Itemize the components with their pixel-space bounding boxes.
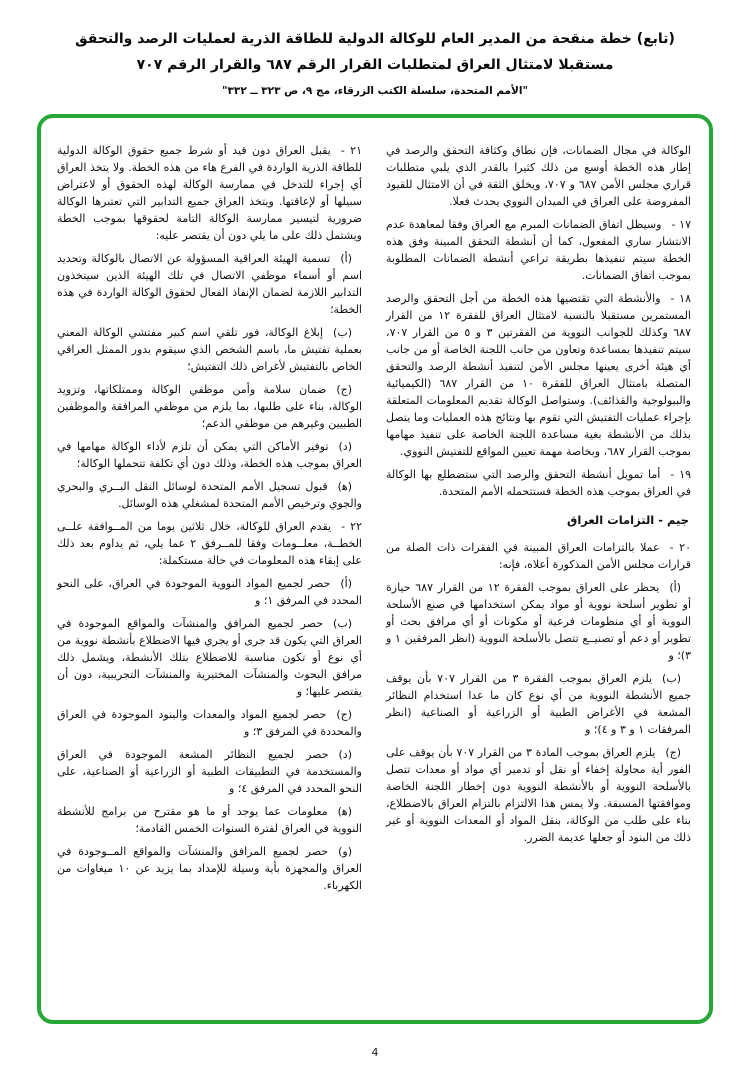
green-border-frame [37,114,713,1024]
paragraph [57,518,362,569]
paragraph-text: يحظر على العراق بموجب الفقرة ١٢ من القرار ٦٨٧ حيازة أو تطوير أسلحة نووية أو مواد يمكن استخدامها في صنع الأسلحة النووية أو أي منظومات فرعية أو مكونات أو أي مرافق بحث أو تطوير أو دعم أو تصنيــع تتصل بالأسلحة النووية (انظر المرفقين ١ و ٣)؛ و [386,581,691,662]
item-label: (ج) [665,746,681,759]
paragraph-number: ٢١ - [340,144,362,157]
paragraph-text: قبول تسجيل الأمم المتحدة لوسائل النقل البــري والبحري والجوي وترخيص الأمم المتحدة لمشغلي هذه الوسائل. [57,480,362,510]
title-line-2: مستقبلا لامتثال العراق لمتطلبات القرار الرقم ٦٨٧ والقرار الرقم ٧٠٧ [136,57,614,73]
item-label: (ج) [336,383,352,396]
section-heading: جيم - التزامات العراق [567,513,689,527]
paragraph-text: أما تمويل أنشطة التحقق والرصد التي ستضطلع بها الوكالة في العراق بموجب هذه الخطة فستتحمله الأمم المتحدة. [386,468,691,498]
list-item [57,324,362,375]
paragraph-text: يلزم العراق بموجب الفقرة ٣ من القرار ٧٠٧ بأن يوقف جميع الأنشطة النووية من أي نوع كان ما عدا استخدام النظائر المشعة في الأغراض الطبية أو الزراعية أو الصناعية (انظر المرفقات ١ و ٣ و ٤)؛ و [386,672,691,736]
list-item [386,579,691,664]
paragraph-text: والأنشطة التي تقتضيها هذه الخطة من أجل التحقق والرصد المستمرين مستقبلا بالنسبة لامتثال العراق للفقرة ١٢ من القرار ٦٨٧ وكذلك للجوانب النووية من الفقرتين ٣ و ٥ من القرار ٧٠٧، سيتم تنفيذها بمساعدة وتعاون من جانب اللجنة الخاصة أو من جانب أي هيئة أخرى يعينها مجلس الأمن لتنفيذ أنشطة الرصد والتحقق المتصلة بامتثال العراق للفقرة ١٠ من القرار ٦٨٧ (الكيميائية والبيولوجية والقذائف). وستواصل الوكالة تقديم المعلومات المتعلقة بإجراء عمليات التفتيش التي تقوم بها ونتائج هذه العمليات وما يتصل بذلك من الأنشطة بغية مساعدة اللجنة الخاصة على تنفيذ مهامها بموجب القرار ٦٨٧، وبخاصة مهمة تعيين المواقع للتفتيش النووي. [386,292,691,458]
list-item [57,706,362,740]
list-item [57,250,362,318]
column-right [386,142,691,1006]
list-item [57,438,362,472]
item-label: (أ) [340,577,352,590]
paragraph [386,216,691,284]
frame-content [41,118,709,1020]
item-label: (و) [338,845,352,858]
paragraph-text: حصر لجميع المرافق والمنشآت والمواقع المــوجودة في العراق والمجهزة بأية وسيلة للإمداد بما يزيد عن ١٠ ميغاوات من الكهرباء. [57,845,362,892]
item-label: (ب) [333,617,352,630]
paragraph-text: يقدم العراق للوكالة، خلال ثلاثين يوما من المــوافقة علــى الخطــة، معلــومات وفقا للمــرفق ٢ عما يلي، ثم يداوم بعد ذلك على إبقاء هذه المعلومات في حالة مستكملة: [57,520,362,567]
paragraph-text: ضمان سلامة وأمن موظفي الوكالة وممتلكاتها، وتزويد الوكالة، بناء على طلبها، بما يلزم من موظفي المرافقة والموظفين الطبيين وغيرهم من موظفي الدعم؛ [57,383,362,430]
two-column-layout [57,142,691,1006]
list-item [57,381,362,432]
paragraph-text: يلزم العراق بموجب المادة ٣ من القرار ٧٠٧ بأن يوقف على الفور أية محاولة إخفاء أو نقل أو تدمير أي مواد أو معدات تتصل بالأسلحة النووية أو بالأنشطة النووية دون إخطار اللجنة الخاصة وموافقتها المسبقة. ولا يمس هذا الالتزام بالتزام العراق بالاضطلاع، بناء على طلب من الوكالة، بنقل المواد أو المعدات النووية أو غير ذلك من البنود أو جعلها عديمة الضرر. [386,746,691,844]
paragraph [386,466,691,500]
paragraph-text: تسمية الهيئة العراقية المسؤولة عن الاتصال بالوكالة وتحديد اسم أو أسماء موظفي الاتصال في تلك الهيئة الذين سيتخذون التدابير اللازمة لضمان الإنفاذ الفعال لحقوق الوكالة الواردة في هذه الخطة؛ [57,252,362,316]
item-label: (أ) [669,581,682,594]
list-item [57,746,362,797]
item-label: (د) [338,748,352,761]
paragraph-text: الوكالة في مجال الضمانات، فإن نطاق وكثافة التحقق والرصد في إطار هذه الخطة أوسع من ذلك كثيرا بالقدر الذي يلبي متطلبات قراري مجلس الأمن ٦٨٧ و ٧٠٧، ويخلق الثقة في أن الامتثال للقيود المفروضة على العراق في الميدان النووي يحدث فعلا. [386,144,691,208]
paragraph-text: حصر لجميع المرافق والمنشآت والمواقع الموجودة في العراق التي يكون قد جرى أو يجري فيها الاضطلاع بأنشطة نووية من أي نوع أو تكون مناسبة للاضطلاع بتلك الأنشطة، ويشمل ذلك مرافق البحوث والمنشآت المختبرية والمنشآت التجريبية، دون أن يقتصر عليها؛ و [57,617,362,698]
list-item [57,615,362,700]
title-source-line: "الأمم المتحدة، سلسلة الكتب الزرقاء، مج ٩، ص ٣٢٣ ــ ٣٣٢" [222,85,528,97]
column-left [57,142,362,1006]
item-label: (د) [338,440,352,453]
paragraph [386,142,691,210]
paragraph-text: إبلاغ الوكالة، فور تلقي اسم كبير مفتشي الوكالة المعني بعملية تفتيش ما، باسم الشخص الذي سيقوم بدور الممثل العراقي الخاص بالتفتيش لأغراض ذلك التفتيش؛ [57,326,362,373]
item-label: (ب) [333,326,352,339]
item-label: (ﻫ) [337,480,352,493]
list-item [57,575,362,609]
paragraph [386,539,691,573]
paragraph-number: ١٩ - [670,468,692,481]
paragraph-text: حصر لجميع المواد النووية الموجودة في العراق، على النحو المحدد في المرفق ١؛ و [57,577,362,607]
paragraph [57,142,362,244]
list-item [386,744,691,846]
paragraph [386,290,691,460]
paragraph-text: حصر لجميع المواد والمعدات والبنود الموجودة في العراق والمحددة في المرفق ٣؛ و [57,708,362,738]
paragraph-number: ٢٢ - [341,520,362,533]
list-item [57,478,362,512]
item-label: (أ) [340,252,352,265]
item-label: (ج) [336,708,352,721]
list-item [57,803,362,837]
item-label: (ب) [662,672,681,685]
paragraph-text: وسيظل اتفاق الضمانات المبرم مع العراق وفقا لمعاهدة عدم الانتشار ساري المفعول، كما أن أنشطة التحقق المبينة وفق هذه الخطة سيتم تنفيذها بطريقة تراعي أنشطة الضمانات المطلوبة بموجب اتفاق الضمانات. [386,218,691,282]
title-line-1: (تابع) خطة منقحة من المدير العام للوكالة الدولية للطاقة الذرية لعمليات الرصد والتحقق [75,31,675,47]
page-number: 4 [371,1046,379,1059]
paragraph-text: توفير الأماكن التي يمكن أن تلزم لأداء الوكالة مهامها في العراق بموجب هذه الخطة، وذلك دون أي تكلفة تتحملها الوكالة؛ [57,440,362,470]
paragraph-text: معلومات عما يوجد أو ما هو مقترح من برامج للأنشطة النووية في العراق لفترة السنوات الخمس القادمة؛ [57,805,362,835]
document-header [0,0,750,99]
paragraph-text: حصر لجميع النظائر المشعة الموجودة في العراق والمستخدمة في التطبيقات الطبية أو الزراعية أو الصناعية، على النحو المحدد في المرفق ٤؛ و [57,748,362,795]
list-item [57,843,362,894]
paragraph-number: ١٨ - [670,292,691,305]
paragraph-number: ٢٠ - [669,541,691,554]
paragraph-number: ١٧ - [671,218,691,231]
paragraph-text: يقبل العراق دون قيد أو شرط جميع حقوق الوكالة الدولية للطاقة الذرية الواردة في الفرع هاء من هذه الخطة. ولا يتخذ العراق أي إجراء للتدخل في ممارسة الوكالة لهذه الحقوق أو لاعتراض سبيلها أو لإعاقتها. ويتخذ العراق جميع التدابير التي تعتبرها الوكالة ضرورية لتيسير ممارسة الوكالة التامة لحقوقها بموجب الخطة ويشتمل ذلك على ما يلي دون أن يقتصر عليه: [57,144,362,242]
item-label: (ﻫ) [337,805,352,818]
list-item [386,670,691,738]
paragraph-text: عملا بالتزامات العراق المبينة في الفقرات ذات الصلة من قرارات مجلس الأمن المذكورة أعلاه، فإنه: [386,541,691,571]
